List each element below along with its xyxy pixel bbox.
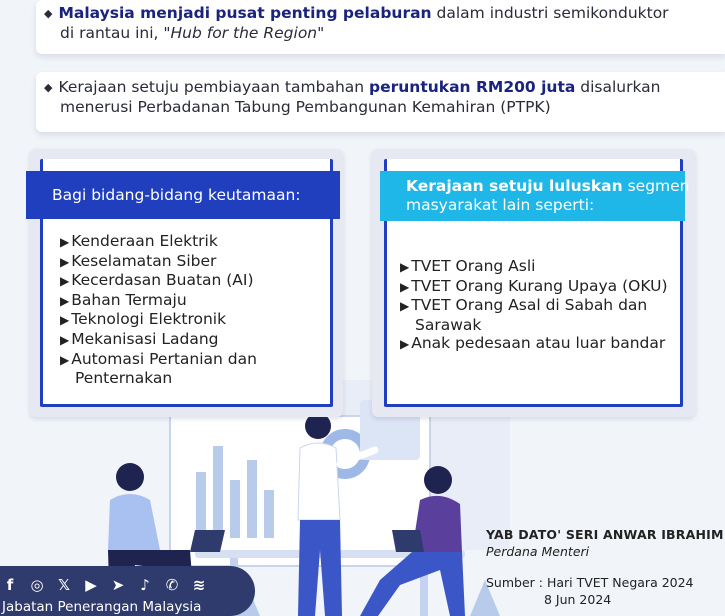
bullet-line	[44, 98, 725, 117]
priority-fields-list	[60, 232, 257, 388]
bullet-text: menerusi Perbadanan Tabung Pembangunan Kemahiran (PTPK)	[60, 98, 551, 116]
screen-bar-3	[230, 480, 240, 538]
screen-bar-5	[264, 490, 274, 538]
list-item: ▶ Kecerdasan Buatan (AI)	[60, 271, 254, 290]
list-item: ▶ TVET Orang Asal di Sabah dan	[400, 296, 648, 315]
social-icons	[2, 576, 207, 594]
laptop-icon	[392, 530, 424, 552]
bullet-card-pelaburan	[36, 0, 725, 54]
person-left-head	[116, 463, 144, 491]
list-item: ▶ Automasi Pertanian dan	[60, 349, 257, 368]
screen-bar-4	[247, 460, 257, 538]
triangle-bullet-icon: ▶	[60, 332, 70, 347]
list-item: ▶ Anak pedesaan atau luar bandar	[400, 334, 666, 353]
bullet-highlight: Malaysia menjadi pusat penting pelaburan	[58, 4, 432, 22]
tiktok-icon[interactable]: ♪	[140, 576, 150, 594]
bullet-text: dalam industri semikonduktor	[431, 4, 669, 22]
instagram-icon[interactable]: ◎	[30, 576, 44, 594]
panel-header-text: segmen	[622, 177, 690, 195]
bullet-line	[44, 78, 725, 98]
screen-bar-2	[213, 446, 223, 538]
source-label: Sumber : Hari TVET Negara 2024	[486, 575, 694, 590]
bullet-text: di rantau ini,	[60, 24, 164, 42]
youtube-icon[interactable]: ▶	[85, 576, 97, 594]
triangle-bullet-icon: ▶	[60, 274, 70, 289]
source-note	[486, 574, 694, 608]
telegram-icon[interactable]: ➤	[111, 576, 125, 594]
panel-header-text: Bagi bidang-bidang keutamaan:	[52, 186, 301, 204]
panel-header	[380, 171, 690, 221]
panel-header-line	[406, 177, 690, 196]
list-item: ▶ TVET Orang Asli	[400, 257, 536, 275]
speaker-title: Perdana Menteri	[486, 544, 590, 559]
list-item: ▶ Bahan Termaju	[60, 290, 187, 309]
triangle-bullet-icon: ▶	[60, 352, 70, 367]
triangle-bullet-icon: ▶	[400, 260, 410, 274]
triangle-bullet-icon: ▶	[400, 337, 410, 352]
list-item: ▶ Mekanisasi Ladang	[60, 329, 219, 348]
community-segments-panel	[372, 149, 695, 417]
bullet-quote: "Hub for the Region"	[163, 24, 325, 42]
footer-social-bar	[0, 566, 255, 616]
triangle-bullet-icon: ▶	[400, 279, 410, 294]
panel-header-bold: Kerajaan setuju luluskan	[406, 177, 623, 195]
triangle-bullet-icon: ▶	[60, 293, 70, 308]
diamond-bullet-icon: ◆	[44, 7, 53, 20]
list-item: ▶ TVET Orang Kurang Upaya (OKU)	[400, 276, 668, 295]
bullet-text: Kerajaan setuju pembiayaan tambahan	[58, 78, 370, 96]
community-segments-list	[400, 257, 668, 354]
bullet-card-peruntukan	[36, 72, 725, 132]
bullet-line	[44, 24, 725, 43]
source-date: 8 Jun 2024	[544, 592, 612, 607]
diamond-bullet-icon: ◆	[44, 81, 53, 94]
priority-fields-panel	[30, 149, 343, 417]
person-standing-legs	[298, 520, 342, 616]
person-standing-body	[298, 443, 340, 520]
bullet-highlight: peruntukan RM200 juta	[369, 78, 576, 96]
list-item-continuation: Penternakan	[75, 369, 173, 388]
whatsapp-icon[interactable]: ✆	[165, 576, 179, 594]
triangle-bullet-icon: ▶	[400, 299, 410, 314]
person-right-head	[424, 466, 452, 494]
triangle-bullet-icon: ▶	[60, 254, 70, 269]
laptop-icon	[190, 530, 225, 552]
list-item: ▶ Teknologi Elektronik	[60, 310, 227, 329]
speaker-name: YAB DATO' SERI ANWAR IBRAHIM	[486, 527, 724, 542]
panel-header-text: masyarakat lain seperti:	[406, 196, 595, 214]
spotify-icon[interactable]: ≋	[192, 576, 206, 594]
agency-name: Jabatan Penerangan Malaysia	[2, 599, 202, 615]
bullet-line	[44, 4, 725, 24]
triangle-bullet-icon: ▶	[60, 235, 70, 249]
speaker-signature	[486, 526, 724, 560]
person-left-body	[108, 494, 160, 550]
facebook-icon[interactable]: f	[6, 576, 14, 594]
panel-header	[26, 171, 340, 219]
x-icon[interactable]: 𝕏	[57, 576, 71, 594]
list-item: ▶ Kenderaan Elektrik	[60, 232, 218, 250]
screen-bar-1	[196, 472, 206, 538]
bullet-text: disalurkan	[575, 78, 661, 96]
list-item-continuation: Sarawak	[415, 315, 482, 334]
list-item: ▶ Keselamatan Siber	[60, 251, 217, 270]
triangle-bullet-icon: ▶	[60, 313, 70, 328]
